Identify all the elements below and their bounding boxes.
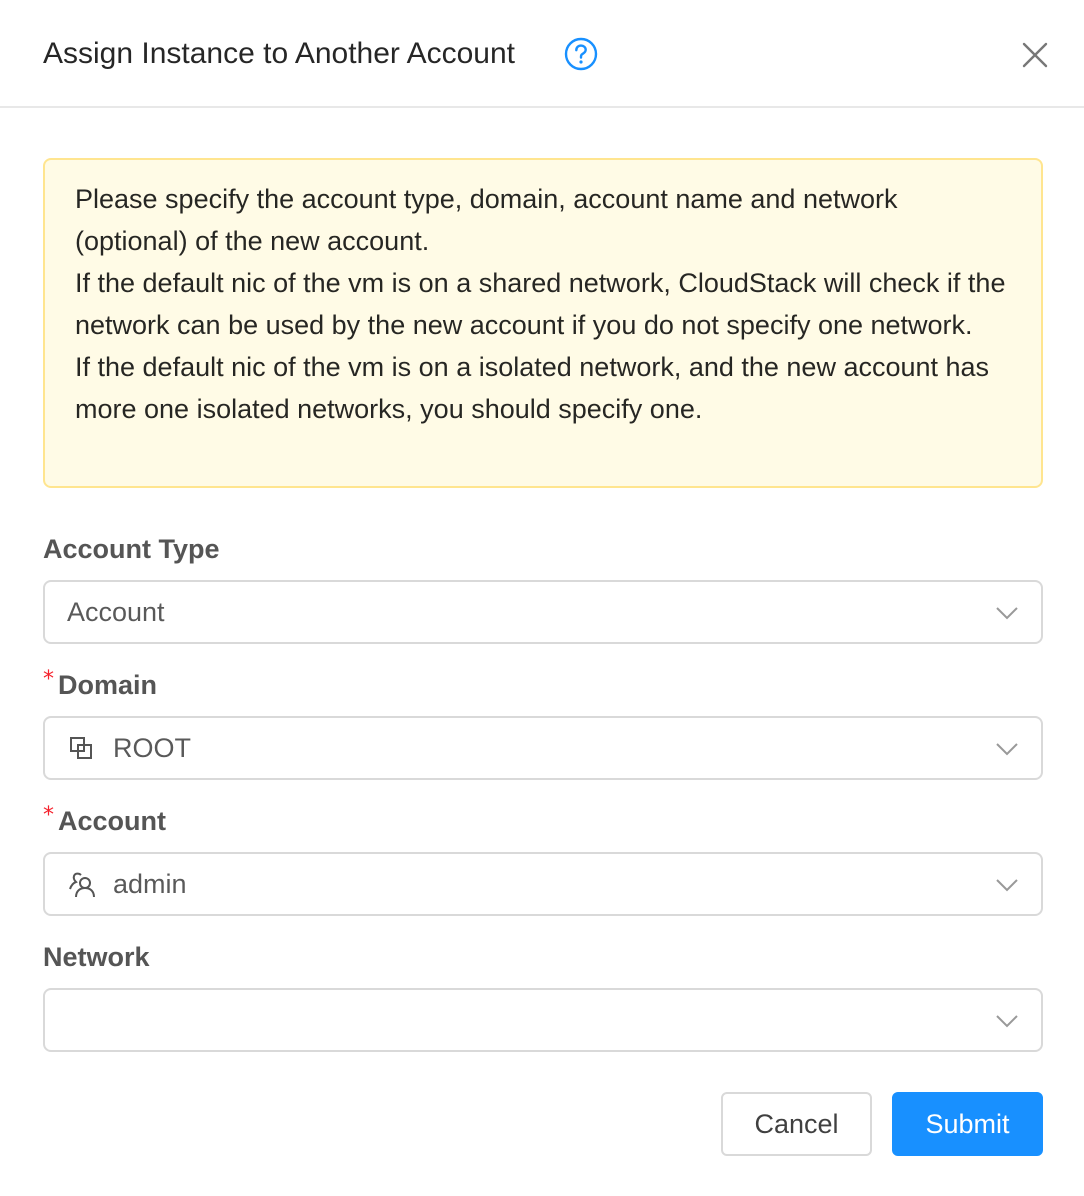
question-circle-icon[interactable] xyxy=(564,37,598,71)
account-type-label-text: Account Type xyxy=(43,534,220,564)
chevron-down-icon xyxy=(995,738,1019,760)
network-label-text: Network xyxy=(43,942,150,972)
account-type-label xyxy=(43,532,220,566)
alert-text-line-2: If the default nic of the vm is on a shared network, CloudStack will check if the network can be used by the new account if you do not specify one network. xyxy=(75,268,1006,340)
alert-text-line-1: Please specify the account type, domain, account name and network (optional) of the new account. xyxy=(75,184,898,256)
dialog-title: Assign Instance to Another Account xyxy=(43,37,515,70)
account-label-text: Account xyxy=(58,806,166,836)
domain-label-text: Domain xyxy=(58,670,158,700)
required-mark: * xyxy=(43,803,54,828)
chevron-down-icon xyxy=(995,874,1019,896)
dialog-header xyxy=(0,0,1084,108)
chevron-down-icon xyxy=(995,602,1019,624)
cancel-button[interactable]: Cancel xyxy=(721,1092,872,1156)
close-icon[interactable] xyxy=(1020,40,1050,70)
alert-text-line-3: If the default nic of the vm is on a isolated network, and the new account has more one isolated networks, you should specify one. xyxy=(75,352,990,424)
account-type-value: Account xyxy=(67,597,165,627)
account-label xyxy=(43,804,166,841)
team-icon xyxy=(67,870,97,900)
account-select[interactable] xyxy=(43,852,1043,916)
account-type-select[interactable] xyxy=(43,580,1043,644)
submit-button[interactable]: Submit xyxy=(892,1092,1043,1156)
network-label xyxy=(43,940,150,974)
required-mark: * xyxy=(43,667,54,692)
domain-label xyxy=(43,668,157,705)
domain-value: ROOT xyxy=(113,733,191,763)
chevron-down-icon xyxy=(995,1010,1019,1032)
info-alert xyxy=(43,158,1043,488)
domain-select[interactable] xyxy=(43,716,1043,780)
network-select[interactable] xyxy=(43,988,1043,1052)
block-icon xyxy=(67,734,97,764)
account-value: admin xyxy=(113,869,187,899)
